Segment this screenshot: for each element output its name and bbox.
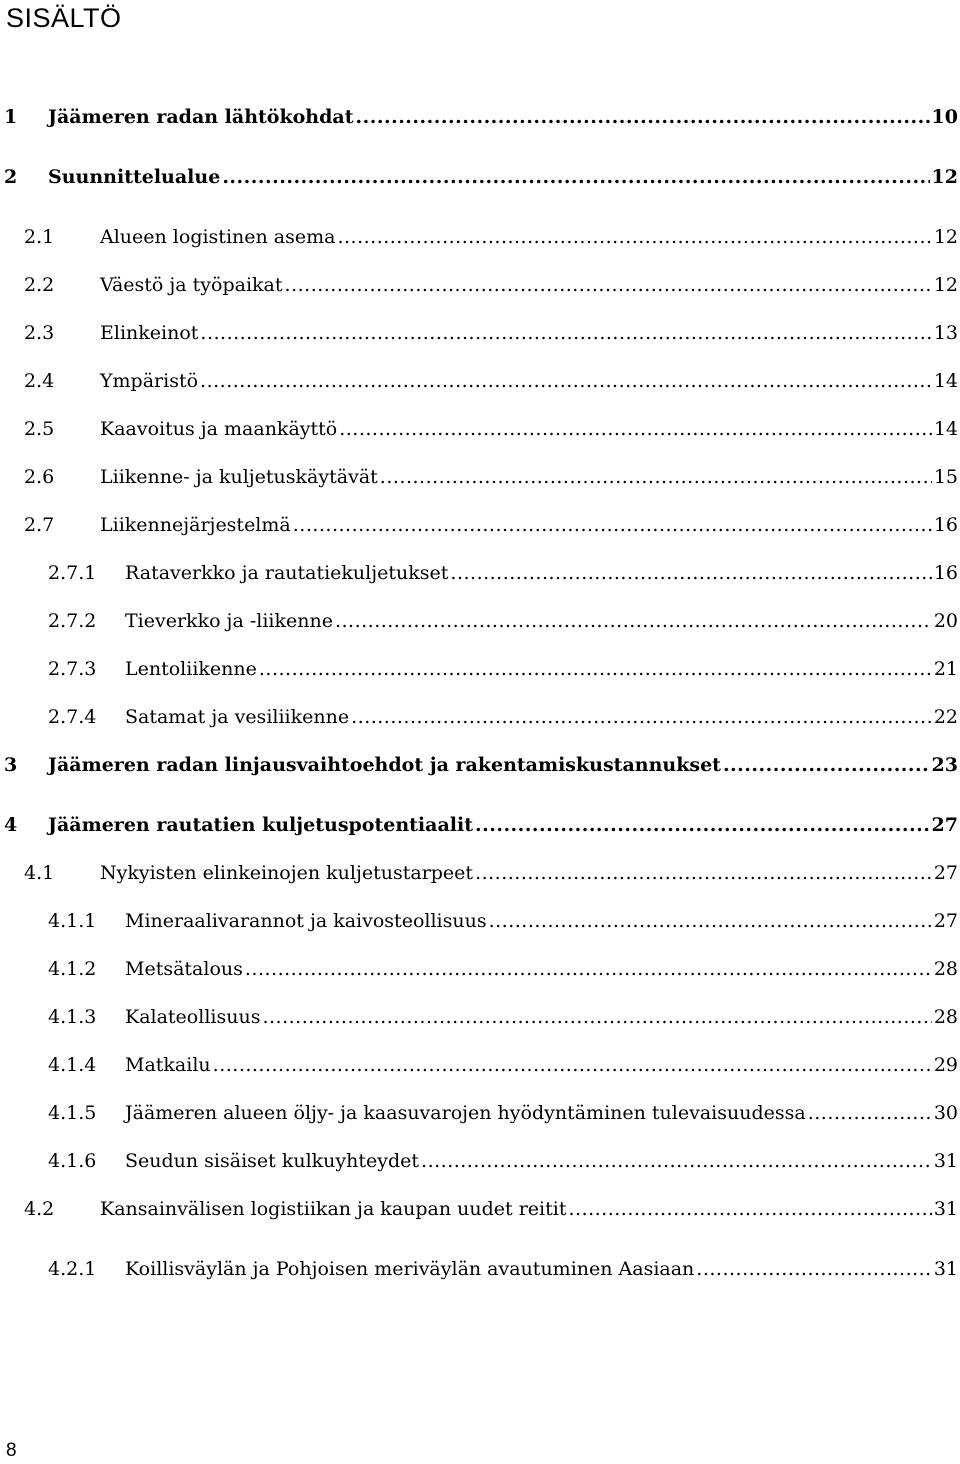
toc-leader-dots: [339, 414, 932, 444]
toc-entry-page: 22: [933, 706, 958, 728]
toc-entry-page: 28: [933, 1006, 958, 1028]
toc-entry[interactable]: [0, 102, 958, 132]
toc-entry-page: 15: [933, 466, 958, 488]
toc-leader-dots: [475, 858, 932, 888]
toc-entry[interactable]: [0, 270, 958, 300]
toc-leader-dots: [489, 906, 932, 936]
toc-entry-title: Metsätalous: [125, 958, 243, 980]
toc-entry[interactable]: [0, 750, 958, 780]
toc-entry-page: 23: [931, 754, 958, 776]
toc-entry[interactable]: [0, 702, 958, 732]
toc-entry-title: Matkailu: [125, 1054, 211, 1076]
toc-entry-number: 4.1.6: [48, 1150, 97, 1172]
toc-entry[interactable]: [0, 318, 958, 348]
toc-entry-title: Rataverkko ja rautatiekuljetukset: [125, 562, 449, 584]
toc-entry-page: 21: [933, 658, 958, 680]
toc-entry[interactable]: [0, 414, 958, 444]
toc-entry-page: 30: [933, 1102, 958, 1124]
toc-leader-dots: [450, 558, 931, 588]
toc-entry-number: 2.5: [24, 418, 55, 440]
toc-entry-number: 2.1: [24, 226, 55, 248]
toc-leader-dots: [351, 702, 932, 732]
toc-entry-number: 1: [4, 106, 18, 128]
toc-entry-page: 14: [933, 370, 958, 392]
toc-leader-dots: [568, 1194, 931, 1224]
toc-entry-number: 4: [4, 814, 18, 836]
toc-entry-title: Alueen logistinen asema: [100, 226, 336, 248]
toc-entry[interactable]: [0, 858, 958, 888]
toc-entry-page: 20: [933, 610, 958, 632]
toc-entry[interactable]: [0, 558, 958, 588]
toc-entry-page: 16: [933, 514, 958, 536]
toc-leader-dots: [696, 1254, 932, 1284]
toc-leader-dots: [808, 1098, 932, 1128]
toc-entry[interactable]: [0, 1098, 958, 1128]
toc-entry-number: 4.2: [24, 1198, 55, 1220]
toc-entry-title: Jäämeren radan linjausvaihtoehdot ja rakentamiskustannukset: [48, 754, 721, 776]
toc-entry-title: Seudun sisäiset kulkuyhteydet: [125, 1150, 420, 1172]
toc-entry-page: 27: [933, 862, 958, 884]
toc-entry-number: 3: [4, 754, 18, 776]
toc-entry[interactable]: [0, 810, 958, 840]
toc-entry[interactable]: [0, 1254, 958, 1284]
toc-entry-number: 2.7.3: [48, 658, 97, 680]
toc-entry-page: 14: [933, 418, 958, 440]
toc-entry-number: 4.1.4: [48, 1054, 97, 1076]
toc-entry[interactable]: [0, 510, 958, 540]
toc-entry-title: Mineraalivarannot ja kaivosteollisuus: [125, 910, 487, 932]
toc-entry-page: 31: [933, 1150, 958, 1172]
toc-leader-dots: [356, 102, 930, 132]
toc-entry-page: 13: [933, 322, 958, 344]
toc-entry-page: 12: [931, 166, 958, 188]
toc-entry-title: Ympäristö: [100, 370, 199, 392]
toc-leader-dots: [245, 954, 932, 984]
toc-entry-page: 27: [931, 814, 958, 836]
page-number: 8: [6, 1440, 17, 1461]
toc-entry-number: 2.6: [24, 466, 55, 488]
toc-leader-dots: [262, 1002, 931, 1032]
toc-entry-title: Suunnittelualue: [48, 166, 221, 188]
toc-entry-number: 4.1: [24, 862, 55, 884]
toc-entry-title: Koillisväylän ja Pohjoisen meriväylän avautuminen Aasiaan: [125, 1258, 695, 1280]
toc-entry-page: 27: [933, 910, 958, 932]
toc-entry-page: 10: [931, 106, 958, 128]
toc-entry-number: 2.2: [24, 274, 55, 296]
toc-entry-title: Väestö ja työpaikat: [100, 274, 283, 296]
toc-entry[interactable]: [0, 654, 958, 684]
toc-entry-page: 29: [933, 1054, 958, 1076]
toc-entry[interactable]: [0, 222, 958, 252]
toc-entry-number: 2.7.1: [48, 562, 97, 584]
toc-entry[interactable]: [0, 462, 958, 492]
toc-entry[interactable]: [0, 954, 958, 984]
toc-entry-number: 4.1.3: [48, 1006, 97, 1028]
toc-leader-dots: [213, 1050, 932, 1080]
toc-entry[interactable]: [0, 366, 958, 396]
toc-entry-number: 2.7: [24, 514, 55, 536]
toc-leader-dots: [285, 270, 932, 300]
toc-entry-title: Jäämeren rautatien kuljetuspotentiaalit: [48, 814, 473, 836]
toc-entry-page: 28: [933, 958, 958, 980]
toc-leader-dots: [337, 222, 931, 252]
toc-entry-number: 4.1.1: [48, 910, 97, 932]
toc-leader-dots: [421, 1146, 932, 1176]
toc-leader-dots: [200, 366, 932, 396]
toc-entry-number: 4.1.5: [48, 1102, 97, 1124]
toc-leader-dots: [222, 162, 929, 192]
toc-entry-title: Liikennejärjestelmä: [100, 514, 291, 536]
toc-entry-number: 4.1.2: [48, 958, 97, 980]
toc-entry-title: Liikenne- ja kuljetuskäytävät: [100, 466, 378, 488]
toc-entry[interactable]: [0, 1002, 958, 1032]
toc-entry-title: Nykyisten elinkeinojen kuljetustarpeet: [100, 862, 474, 884]
toc-entry-title: Jäämeren radan lähtökohdat: [48, 106, 354, 128]
toc-entry-page: 31: [933, 1258, 958, 1280]
toc-entry-title: Kalateollisuus: [125, 1006, 261, 1028]
toc-entry-number: 2.7.2: [48, 610, 97, 632]
toc-entry[interactable]: [0, 1146, 958, 1176]
toc-entry-title: Satamat ja vesiliikenne: [125, 706, 350, 728]
toc-entry[interactable]: [0, 906, 958, 936]
toc-entry[interactable]: [0, 162, 958, 192]
toc-entry-number: 2.4: [24, 370, 55, 392]
toc-entry[interactable]: [0, 606, 958, 636]
toc-entry-page: 16: [933, 562, 958, 584]
toc-entry-page: 31: [933, 1198, 958, 1220]
toc-entry-title: Tieverkko ja -liikenne: [125, 610, 333, 632]
toc-entry-title: Jäämeren alueen öljy- ja kaasuvarojen hyödyntäminen tulevaisuudessa: [125, 1102, 806, 1124]
toc-leader-dots: [259, 654, 932, 684]
page-title: SISÄLTÖ: [6, 3, 122, 33]
toc-leader-dots: [293, 510, 932, 540]
toc-entry-title: Kansainvälisen logistiikan ja kaupan uudet reitit: [100, 1198, 567, 1220]
toc-entry-title: Elinkeinot: [100, 322, 199, 344]
toc-entry-title: Lentoliikenne: [125, 658, 257, 680]
toc-entry-number: 4.2.1: [48, 1258, 97, 1280]
toc-entry-number: 2.7.4: [48, 706, 97, 728]
toc-leader-dots: [200, 318, 931, 348]
toc-entry[interactable]: [0, 1194, 958, 1224]
toc-leader-dots: [380, 462, 932, 492]
toc-entry-page: 12: [933, 226, 958, 248]
toc-entry[interactable]: [0, 1050, 958, 1080]
toc-entry-number: 2: [4, 166, 18, 188]
toc-leader-dots: [723, 750, 930, 780]
toc-entry-number: 2.3: [24, 322, 55, 344]
toc-leader-dots: [335, 606, 932, 636]
toc-entry-title: Kaavoitus ja maankäyttö: [100, 418, 338, 440]
toc-entry-page: 12: [933, 274, 958, 296]
toc-leader-dots: [475, 810, 930, 840]
